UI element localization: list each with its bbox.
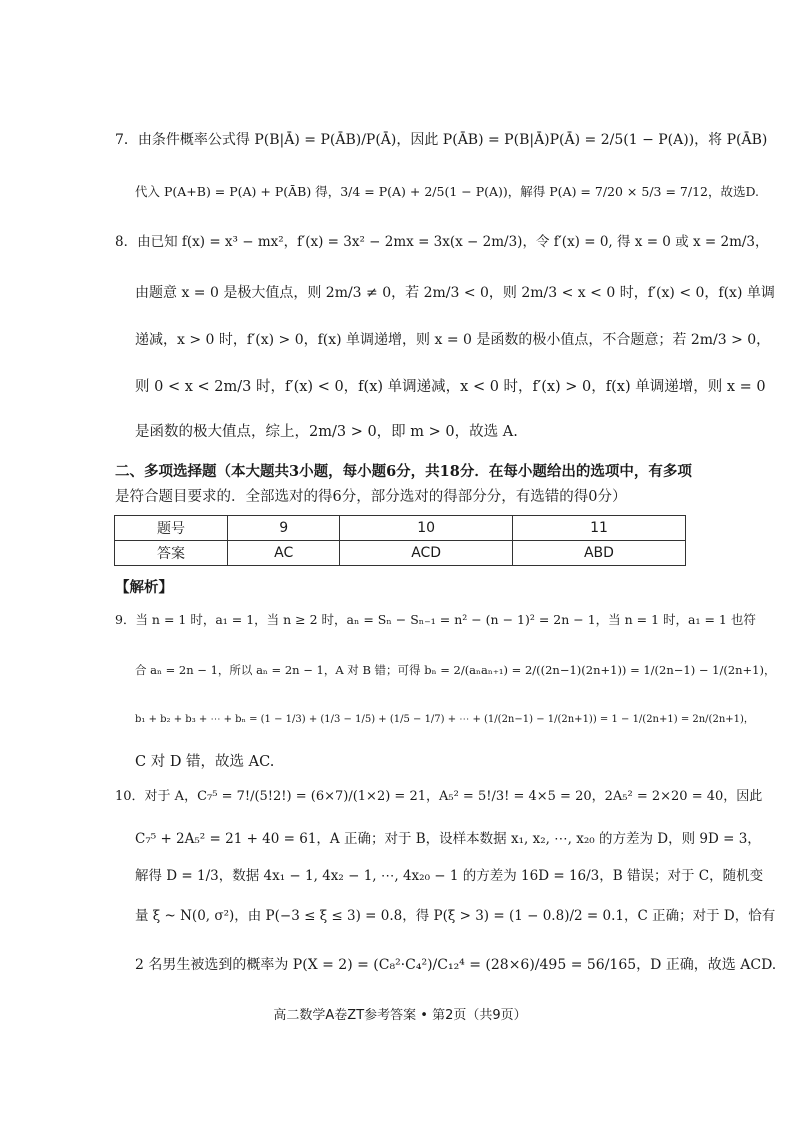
table-cell: ACD <box>340 541 513 566</box>
table-cell: ABD <box>512 541 685 566</box>
q9-line-1: 9．当 n = 1 时，a₁ = 1，当 n ≥ 2 时，aₙ = Sₙ − Sₙ₋₁ = n² − (n − 1)² = 2n − 1，当 n = 1 时，a₁ = 1 也符 <box>115 612 756 627</box>
q8-line-4: 则 0 < x < 2m/3 时，f′(x) < 0，f(x) 单调递减，x < 0 时，f′(x) > 0，f(x) 单调递增，则 x = 0 <box>135 379 766 395</box>
section2-heading-line-1: 二、多项选择题（本大题共3小题，每小题6分，共18分．在每小题给出的选项中，有多项 <box>115 463 692 480</box>
table-cell: AC <box>228 541 340 566</box>
analysis-label: 【解析】 <box>115 579 173 596</box>
q10-line-5: 2 名男生被选到的概率为 P(X = 2) = (C₈²·C₄²)/C₁₂⁴ = (28×6)/495 = 56/165，D 正确，故选 ACD. <box>135 957 777 973</box>
q8-line-1: 8．由已知 f(x) = x³ − mx²，f′(x) = 3x² − 2mx = 3x(x − 2m/3)，令 f′(x) = 0, 得 x = 0 或 x = 2m/3， <box>115 234 769 250</box>
q10-line-4: 量 ξ ~ N(0, σ²)，由 P(−3 ≤ ξ ≤ 3) = 0.8，得 P(ξ > 3) = (1 − 0.8)/2 = 0.1，C 正确；对于 D，恰有 <box>135 908 776 924</box>
q9-line-4: C 对 D 错，故选 AC. <box>135 754 275 770</box>
table-row <box>115 516 686 541</box>
q10-line-1: 10．对于 A，C₇⁵ = 7!/(5!2!) = (6×7)/(1×2) = 21，A₅² = 5!/3! = 4×5 = 20，2A₅² = 2×20 = 40，因此 <box>115 789 763 804</box>
q7-line-1: 7．由条件概率公式得 P(B|Ā) = P(ĀB)/P(Ā)，因此 P(ĀB) = P(B|Ā)P(Ā) = 2/5(1 − P(A))，将 P(ĀB) <box>115 132 768 148</box>
q9-line-3: b₁ + b₂ + b₃ + ⋯ + bₙ = (1 − 1/3) + (1/3 − 1/5) + (1/5 − 1/7) + ⋯ + (1/(2n−1) − 1/(2n+1)) = 1 − 1/(2n+1) = 2n/(2n+1)， <box>135 714 754 725</box>
q7-line-2: 代入 P(A+B) = P(A) + P(ĀB) 得，3/4 = P(A) + 2/5(1 − P(A))，解得 P(A) = 7/20 × 5/3 = 7/12，故选D. <box>135 184 760 199</box>
table-cell: 题号 <box>115 516 228 541</box>
answer-table <box>114 515 686 566</box>
page-footer: 高二数学A卷ZT参考答案 • 第2页（共9页） <box>273 1008 527 1023</box>
q9-line-2: 合 aₙ = 2n − 1，所以 aₙ = 2n − 1，A 对 B 错；可得 bₙ = 2/(aₙaₙ₊₁) = 2/((2n−1)(2n+1)) = 1/(2n−1) − 1/(2n+1)， <box>135 663 776 677</box>
table-cell: 10 <box>340 516 513 541</box>
table-cell: 11 <box>512 516 685 541</box>
section2-heading-line-2: 是符合题目要求的．全部选对的得6分，部分选对的得部分分，有选错的得0分） <box>115 489 627 505</box>
q10-line-2: C₇⁵ + 2A₅² = 21 + 40 = 61，A 正确；对于 B，设样本数据 x₁, x₂, ⋯, x₂₀ 的方差为 D，则 9D = 3， <box>135 831 761 847</box>
table-cell: 答案 <box>115 541 228 566</box>
table-cell: 9 <box>228 516 340 541</box>
q8-line-5: 是函数的极大值点，综上，2m/3 > 0，即 m > 0，故选 A. <box>135 424 518 440</box>
q10-line-3: 解得 D = 1/3，数据 4x₁ − 1, 4x₂ − 1, ⋯, 4x₂₀ − 1 的方差为 16D = 16/3，B 错误；对于 C，随机变 <box>135 868 764 884</box>
q8-line-3: 递减，x > 0 时，f′(x) > 0，f(x) 单调递增，则 x = 0 是函数的极小值点，不合题意；若 2m/3 > 0， <box>135 332 771 348</box>
table-row <box>115 541 686 566</box>
q8-line-2: 由题意 x = 0 是极大值点，则 2m/3 ≠ 0，若 2m/3 < 0，则 2m/3 < x < 0 时，f′(x) < 0，f(x) 单调 <box>135 285 775 301</box>
